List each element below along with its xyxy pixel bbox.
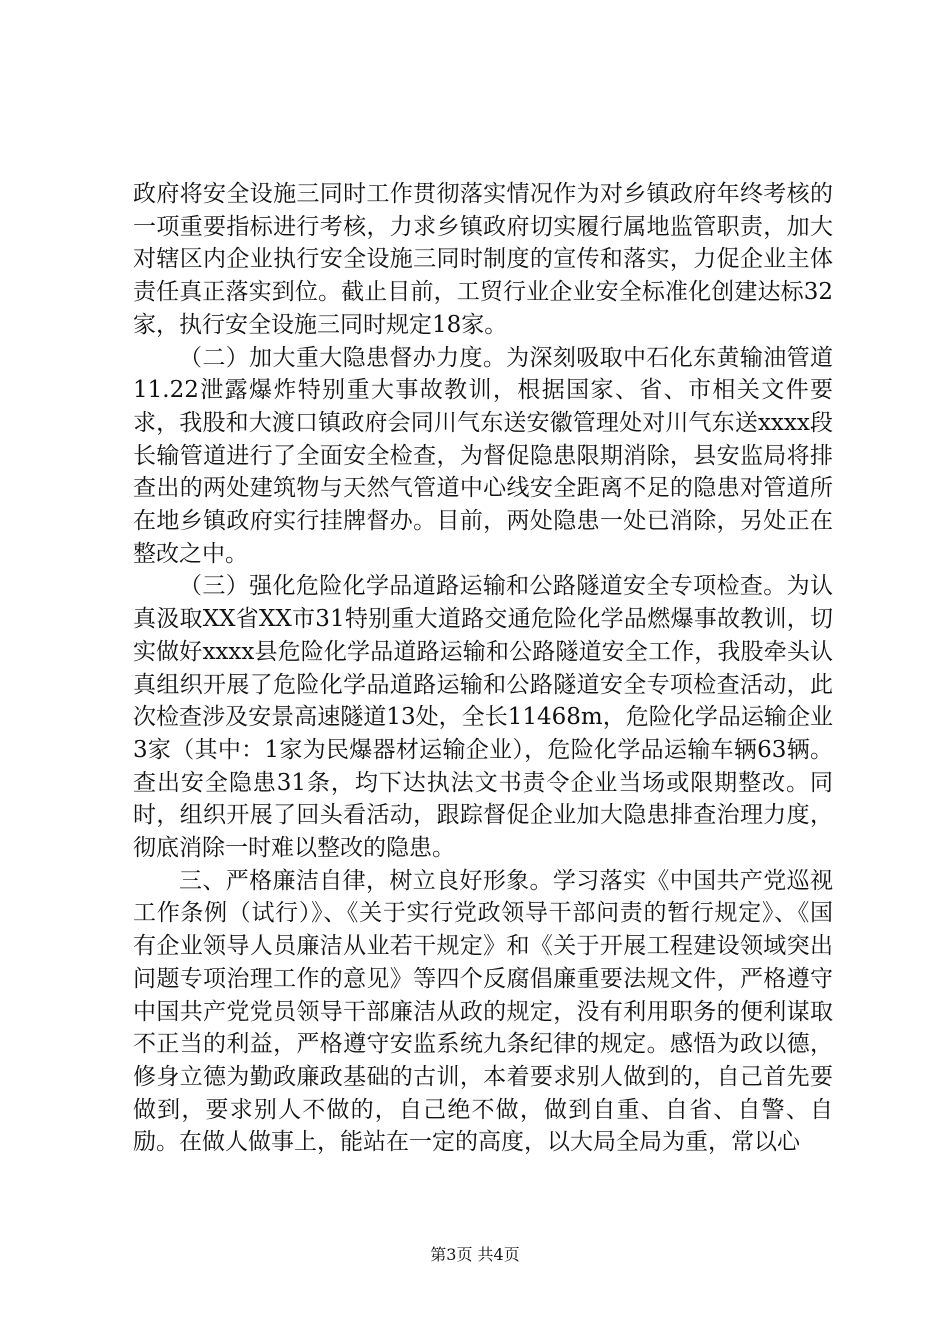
paragraph-hazardous-chemicals-inspection: （三）强化危险化学品道路运输和公路隧道安全专项检查。为认真汲取XX省XX市31特别重大道路交通危险化学品燃爆事故教训，切实做好xxxx县危险化学品道路运输和公路隧道安全工作，我股牵头认真组织开展了危险化学品道路运输和公路隧道安全专项检查活动，此次检查涉及安景高速隧道13处，全长11468m，危险化学品运输企业3家（其中：1家为民爆器材运输企业），危险化学品运输车辆63辆。查出安全隐患31条，均下达执法文书责令企业当场或限期整改。同时，组织开展了回头看活动，跟踪督促企业加大隐患排查治理力度，彻底消除一时难以整改的隐患。	[133, 573, 833, 862]
paragraph-major-hazard-supervision: （二）加大重大隐患督办力度。为深刻吸取中石化东黄输油管道11.22泄露爆炸特别重大事故教训，根据国家、省、市相关文件要求，我股和大渡口镇政府会同川气东送安徽管理处对川气东送xxxx段长输管道进行了全面安全检查，为督促隐患限期消除，县安监局将排查出的两处建筑物与天然气管道中心线安全距离不足的隐患对管道所在地乡镇政府实行挂牌督办。目前，两处隐患一处已消除，另处正在整改之中。	[133, 344, 833, 567]
paragraph-continuation: 政府将安全设施三同时工作贯彻落实情况作为对乡镇政府年终考核的一项重要指标进行考核，力求乡镇政府切实履行属地监管职责，加大对辖区内企业执行安全设施三同时制度的宣传和落实，力促企业主体责任真正落实到位。截止目前，工贸行业企业安全标准化创建达标32家，执行安全设施三同时规定18家。	[133, 181, 833, 338]
page-number-footer: 第3页 共4页	[430, 1245, 520, 1264]
paragraph-integrity-self-discipline: 三、严格廉洁自律，树立良好形象。学习落实《中国共产党巡视工作条例（试行）》、《关于实行党政领导干部问责的暂行规定》、《国有企业领导人员廉洁从业若干规定》和《关于开展工程建设领域突出问题专项治理工作的意见》等四个反腐倡廉重要法规文件，严格遵守中国共产党党员领导干部廉洁从政的规定，没有利用职务的便利谋取不正当的利益，严格遵守安监系统九条纪律的规定。感悟为政以德，修身立德为勤政廉政基础的古训，本着要求别人做到的，自己首先要做到，要求别人不做的，自己绝不做，做到自重、自省、自警、自励。在做人做事上，能站在一定的高度，以大局全局为重，常以心	[133, 867, 833, 1156]
document-body	[133, 178, 833, 1159]
